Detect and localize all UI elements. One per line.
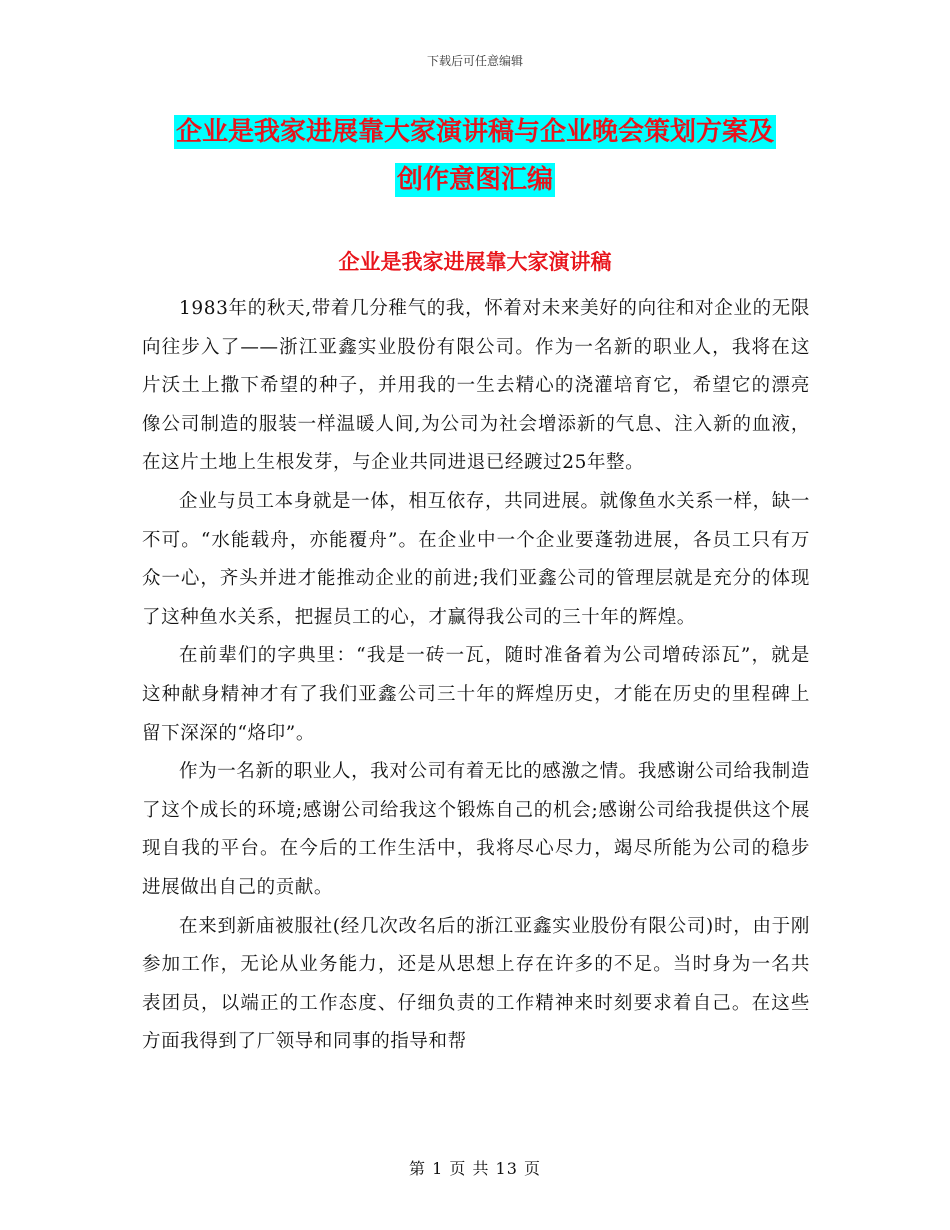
- body-text: [142, 290, 810, 1062]
- paragraph: 在前辈们的字典里：“我是一砖一瓦，随时准备着为公司增砖添瓦”，就是这种献身精神才有了我们亚鑫公司三十年的辉煌历史，才能在历史的里程碑上留下深深的“烙印”。: [142, 645, 810, 744]
- paragraph: 作为一名新的职业人，我对公司有着无比的感激之情。我感谢公司给我制造了这个成长的环境;感谢公司给我这个锻炼自己的机会;感谢公司给我提供这个展现自我的平台。在今后的工作生活中，我将尽心尽力，竭尽所能为公司的稳步进展做出自己的贡献。: [142, 761, 810, 898]
- page-header-note: 下载后可任意编辑: [426, 54, 523, 68]
- document-title: [150, 108, 800, 204]
- section-title: 企业是我家进展靠大家演讲稿: [338, 250, 612, 274]
- document-title-line-2: 创作意图汇编: [396, 165, 553, 195]
- paragraph: 1983年的秋天,带着几分稚气的我，怀着对未来美好的向往和对企业的无限向往步入了——浙江亚鑫实业股份有限公司。作为一名新的职业人，我将在这片沃土上撒下希望的种子，并用我的一生去精心的浇灌培育它，希望它的漂亮像公司制造的服装一样温暖人间,为公司为社会增添新的气息、注入新的血液，在这片土地上生根发芽，与企业共同进退已经踱过25年整。: [142, 298, 810, 474]
- paragraph: 在来到新庙被服社(经几次改名后的浙江亚鑫实业股份有限公司)时，由于刚参加工作，无论从业务能力，还是从思想上存在许多的不足。当时身为一名共表团员，以端正的工作态度、仔细负责的工作精神来时刻要求着自己。在这些方面我得到了厂领导和同事的指导和帮: [142, 915, 810, 1053]
- page-number-footer: 第 1 页 共 13 页: [409, 1159, 541, 1178]
- document-title-line-1: 企业是我家进展靠大家演讲稿与企业晚会策划方案及: [175, 117, 774, 147]
- paragraph: 企业与员工本身就是一体，相互依存，共同进展。就像鱼水关系一样，缺一不可。“水能载舟，亦能覆舟”。在企业中一个企业要蓬勃进展，各员工只有万众一心，齐头并进才能推动企业的前进;我们亚鑫公司的管理层就是充分的体现了这种鱼水关系，把握员工的心，才赢得我公司的三十年的辉煌。: [142, 490, 810, 628]
